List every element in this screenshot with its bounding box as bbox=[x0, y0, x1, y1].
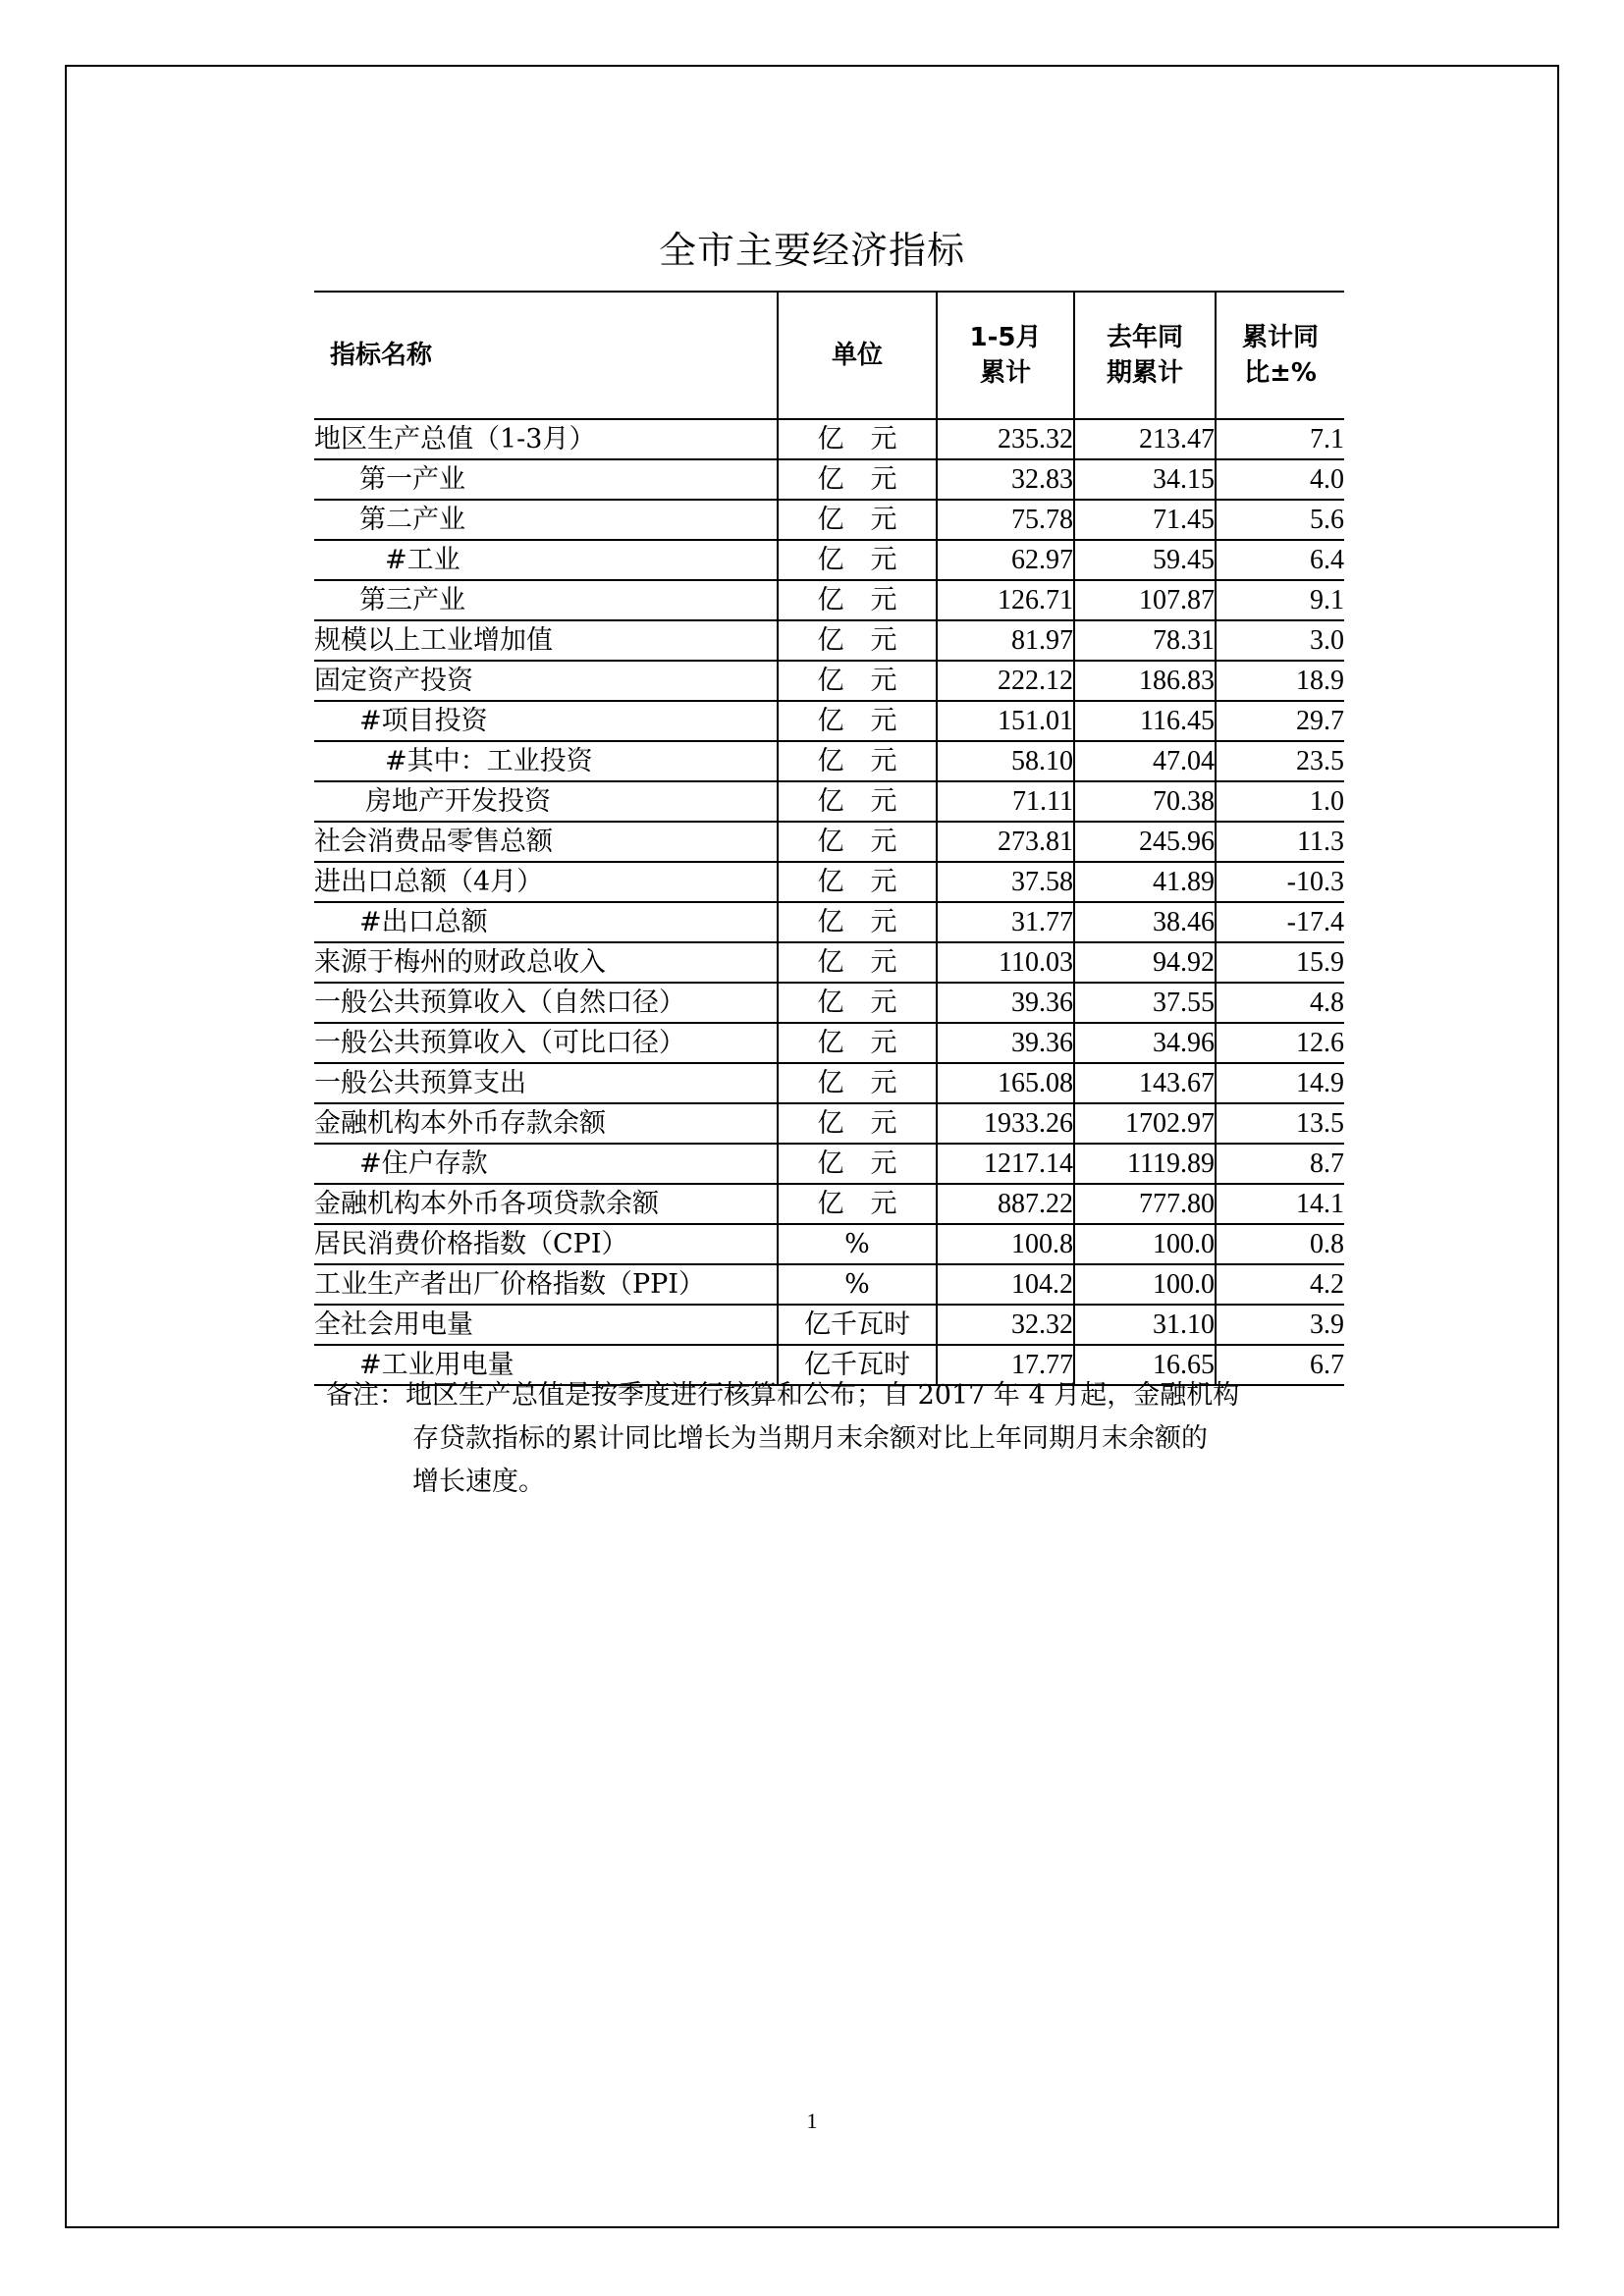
row-prev: 71.45 bbox=[1074, 500, 1216, 540]
row-unit: % bbox=[778, 1264, 937, 1305]
row-prev: 38.46 bbox=[1074, 902, 1216, 942]
row-yoy: 8.7 bbox=[1216, 1144, 1344, 1184]
row-name: 工业生产者出厂价格指数（PPI） bbox=[314, 1264, 778, 1305]
header-yoy-line1: 累计同 bbox=[1241, 323, 1319, 352]
row-prev: 1702.97 bbox=[1074, 1103, 1216, 1144]
header-name: 指标名称 bbox=[314, 292, 778, 419]
row-current: 71.11 bbox=[937, 781, 1074, 822]
row-unit: 亿 元 bbox=[778, 459, 937, 500]
row-current: 110.03 bbox=[937, 942, 1074, 983]
table-row bbox=[314, 459, 1344, 500]
row-unit: 亿 元 bbox=[778, 500, 937, 540]
table-row bbox=[314, 540, 1344, 580]
row-prev: 777.80 bbox=[1074, 1184, 1216, 1224]
row-current: 104.2 bbox=[937, 1264, 1074, 1305]
row-yoy: 0.8 bbox=[1216, 1224, 1344, 1264]
row-prev: 34.96 bbox=[1074, 1023, 1216, 1063]
table-row bbox=[314, 1103, 1344, 1144]
row-current: 39.36 bbox=[937, 983, 1074, 1023]
row-unit: 亿 元 bbox=[778, 822, 937, 862]
header-unit: 单位 bbox=[778, 292, 937, 419]
row-yoy: 3.0 bbox=[1216, 620, 1344, 661]
row-name: #项目投资 bbox=[314, 701, 778, 741]
indicators-table bbox=[314, 291, 1344, 1386]
row-current: 1217.14 bbox=[937, 1144, 1074, 1184]
table-row bbox=[314, 942, 1344, 983]
table-row bbox=[314, 661, 1344, 701]
row-yoy: 14.1 bbox=[1216, 1184, 1344, 1224]
row-unit: 亿 元 bbox=[778, 983, 937, 1023]
row-prev: 1119.89 bbox=[1074, 1144, 1216, 1184]
table-row bbox=[314, 1023, 1344, 1063]
row-name: 社会消费品零售总额 bbox=[314, 822, 778, 862]
row-prev: 186.83 bbox=[1074, 661, 1216, 701]
row-name: #出口总额 bbox=[314, 902, 778, 942]
row-name: 进出口总额（4月） bbox=[314, 862, 778, 902]
row-current: 273.81 bbox=[937, 822, 1074, 862]
row-yoy: 4.0 bbox=[1216, 459, 1344, 500]
header-prev-line1: 去年同 bbox=[1106, 323, 1183, 352]
table-row bbox=[314, 1144, 1344, 1184]
row-yoy: 6.7 bbox=[1216, 1345, 1344, 1385]
row-prev: 31.10 bbox=[1074, 1305, 1216, 1345]
row-yoy: 29.7 bbox=[1216, 701, 1344, 741]
row-prev: 41.89 bbox=[1074, 862, 1216, 902]
row-unit: 亿千瓦时 bbox=[778, 1345, 937, 1385]
table-row bbox=[314, 902, 1344, 942]
row-name: #住户存款 bbox=[314, 1144, 778, 1184]
row-current: 887.22 bbox=[937, 1184, 1074, 1224]
table-row bbox=[314, 862, 1344, 902]
table-body bbox=[314, 419, 1344, 1385]
row-current: 81.97 bbox=[937, 620, 1074, 661]
header-yoy-line2: 比±% bbox=[1244, 358, 1317, 388]
page-title: 全市主要经济指标 bbox=[658, 229, 965, 272]
row-current: 17.77 bbox=[937, 1345, 1074, 1385]
row-current: 151.01 bbox=[937, 701, 1074, 741]
table-row bbox=[314, 500, 1344, 540]
row-prev: 94.92 bbox=[1074, 942, 1216, 983]
row-unit: 亿 元 bbox=[778, 1023, 937, 1063]
footnote-line2: 存贷款指标的累计同比增长为当期月末余额对比上年同期月末余额的 bbox=[412, 1423, 1208, 1454]
row-current: 100.8 bbox=[937, 1224, 1074, 1264]
row-unit: 亿 元 bbox=[778, 741, 937, 781]
header-current-line2: 累计 bbox=[979, 358, 1031, 388]
header-current bbox=[937, 292, 1074, 419]
row-unit: 亿千瓦时 bbox=[778, 1305, 937, 1345]
row-name: 全社会用电量 bbox=[314, 1305, 778, 1345]
row-unit: 亿 元 bbox=[778, 1063, 937, 1103]
row-current: 32.32 bbox=[937, 1305, 1074, 1345]
row-current: 165.08 bbox=[937, 1063, 1074, 1103]
row-name: #工业用电量 bbox=[314, 1345, 778, 1385]
row-current: 126.71 bbox=[937, 580, 1074, 620]
row-current: 58.10 bbox=[937, 741, 1074, 781]
row-yoy: 5.6 bbox=[1216, 500, 1344, 540]
row-yoy: 15.9 bbox=[1216, 942, 1344, 983]
table-row bbox=[314, 1063, 1344, 1103]
row-current: 31.77 bbox=[937, 902, 1074, 942]
row-yoy: 12.6 bbox=[1216, 1023, 1344, 1063]
row-unit: 亿 元 bbox=[778, 1184, 937, 1224]
row-current: 1933.26 bbox=[937, 1103, 1074, 1144]
row-current: 32.83 bbox=[937, 459, 1074, 500]
table-header-row bbox=[314, 292, 1344, 419]
row-current: 235.32 bbox=[937, 419, 1074, 459]
row-prev: 78.31 bbox=[1074, 620, 1216, 661]
header-current-line1: 1-5月 bbox=[969, 323, 1042, 352]
row-prev: 59.45 bbox=[1074, 540, 1216, 580]
row-prev: 37.55 bbox=[1074, 983, 1216, 1023]
row-name: 金融机构本外币存款余额 bbox=[314, 1103, 778, 1144]
row-prev: 143.67 bbox=[1074, 1063, 1216, 1103]
row-unit: % bbox=[778, 1224, 937, 1264]
footnote-line1: 备注：地区生产总值是按季度进行核算和公布；自 2017 年 4 月起，金融机构 bbox=[326, 1380, 1240, 1411]
footnote bbox=[326, 1374, 1308, 1504]
table-row bbox=[314, 1184, 1344, 1224]
row-yoy: 6.4 bbox=[1216, 540, 1344, 580]
row-unit: 亿 元 bbox=[778, 781, 937, 822]
row-current: 37.58 bbox=[937, 862, 1074, 902]
row-unit: 亿 元 bbox=[778, 942, 937, 983]
row-prev: 100.0 bbox=[1074, 1264, 1216, 1305]
row-name: 一般公共预算收入（自然口径） bbox=[314, 983, 778, 1023]
row-unit: 亿 元 bbox=[778, 902, 937, 942]
row-unit: 亿 元 bbox=[778, 620, 937, 661]
row-yoy: 4.8 bbox=[1216, 983, 1344, 1023]
table-row bbox=[314, 701, 1344, 741]
row-current: 39.36 bbox=[937, 1023, 1074, 1063]
row-yoy: 4.2 bbox=[1216, 1264, 1344, 1305]
row-name: #其中：工业投资 bbox=[314, 741, 778, 781]
row-unit: 亿 元 bbox=[778, 862, 937, 902]
row-unit: 亿 元 bbox=[778, 661, 937, 701]
row-name: #工业 bbox=[314, 540, 778, 580]
row-name: 居民消费价格指数（CPI） bbox=[314, 1224, 778, 1264]
row-unit: 亿 元 bbox=[778, 1144, 937, 1184]
table-row bbox=[314, 419, 1344, 459]
row-name: 规模以上工业增加值 bbox=[314, 620, 778, 661]
row-unit: 亿 元 bbox=[778, 580, 937, 620]
row-yoy: 18.9 bbox=[1216, 661, 1344, 701]
table-row bbox=[314, 1264, 1344, 1305]
table-row bbox=[314, 620, 1344, 661]
row-name: 第一产业 bbox=[314, 459, 778, 500]
row-yoy: 14.9 bbox=[1216, 1063, 1344, 1103]
row-yoy: -17.4 bbox=[1216, 902, 1344, 942]
row-yoy: 9.1 bbox=[1216, 580, 1344, 620]
row-prev: 16.65 bbox=[1074, 1345, 1216, 1385]
table-row bbox=[314, 983, 1344, 1023]
row-name: 地区生产总值（1-3月） bbox=[314, 419, 778, 459]
row-yoy: 11.3 bbox=[1216, 822, 1344, 862]
footnote-line3: 增长速度。 bbox=[412, 1467, 545, 1497]
table-row bbox=[314, 741, 1344, 781]
row-name: 第三产业 bbox=[314, 580, 778, 620]
row-yoy: 13.5 bbox=[1216, 1103, 1344, 1144]
row-unit: 亿 元 bbox=[778, 1103, 937, 1144]
row-yoy: -10.3 bbox=[1216, 862, 1344, 902]
row-yoy: 23.5 bbox=[1216, 741, 1344, 781]
row-name: 金融机构本外币各项贷款余额 bbox=[314, 1184, 778, 1224]
row-yoy: 1.0 bbox=[1216, 781, 1344, 822]
row-yoy: 7.1 bbox=[1216, 419, 1344, 459]
row-prev: 213.47 bbox=[1074, 419, 1216, 459]
row-yoy: 3.9 bbox=[1216, 1305, 1344, 1345]
row-prev: 70.38 bbox=[1074, 781, 1216, 822]
row-name: 一般公共预算收入（可比口径） bbox=[314, 1023, 778, 1063]
row-name: 一般公共预算支出 bbox=[314, 1063, 778, 1103]
row-unit: 亿 元 bbox=[778, 419, 937, 459]
row-name: 固定资产投资 bbox=[314, 661, 778, 701]
row-prev: 116.45 bbox=[1074, 701, 1216, 741]
header-prev bbox=[1074, 292, 1216, 419]
row-unit: 亿 元 bbox=[778, 701, 937, 741]
row-name: 房地产开发投资 bbox=[314, 781, 778, 822]
table-row bbox=[314, 1224, 1344, 1264]
row-prev: 100.0 bbox=[1074, 1224, 1216, 1264]
row-name: 来源于梅州的财政总收入 bbox=[314, 942, 778, 983]
table-row bbox=[314, 822, 1344, 862]
row-unit: 亿 元 bbox=[778, 540, 937, 580]
table-row bbox=[314, 1305, 1344, 1345]
row-current: 222.12 bbox=[937, 661, 1074, 701]
header-yoy bbox=[1216, 292, 1344, 419]
row-prev: 107.87 bbox=[1074, 580, 1216, 620]
table-row bbox=[314, 781, 1344, 822]
page-number: 1 bbox=[806, 2109, 818, 2133]
row-current: 75.78 bbox=[937, 500, 1074, 540]
row-prev: 34.15 bbox=[1074, 459, 1216, 500]
table-row bbox=[314, 580, 1344, 620]
header-prev-line2: 期累计 bbox=[1106, 358, 1183, 388]
row-prev: 245.96 bbox=[1074, 822, 1216, 862]
row-prev: 47.04 bbox=[1074, 741, 1216, 781]
row-name: 第二产业 bbox=[314, 500, 778, 540]
row-current: 62.97 bbox=[937, 540, 1074, 580]
